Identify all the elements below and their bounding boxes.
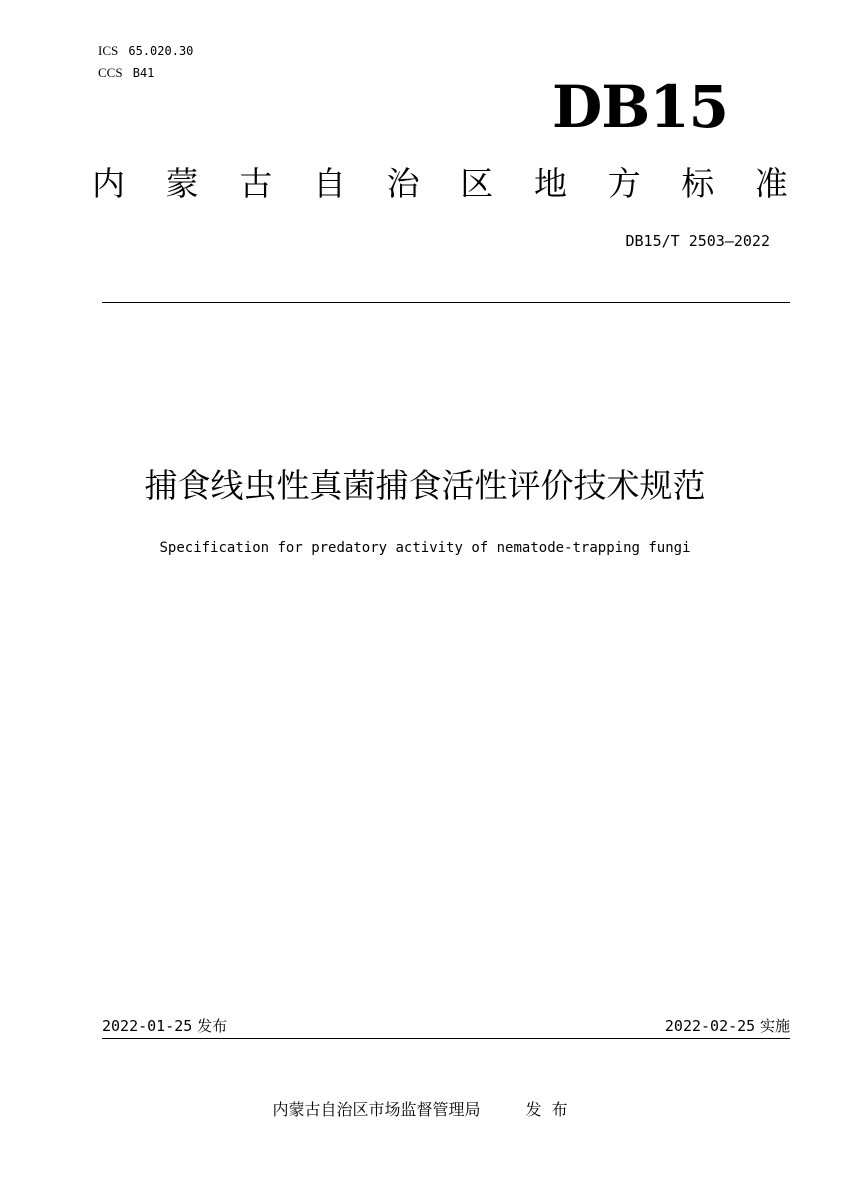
standard-code-logo: DB15 — [552, 73, 729, 141]
standard-type-char: 内 — [92, 164, 125, 203]
ccs-label: CCS — [98, 65, 123, 80]
standard-type-char: 蒙 — [165, 164, 199, 203]
standard-number: DB15/T 2503—2022 — [625, 232, 770, 250]
effective-date: 2022-02-25 — [664, 1017, 756, 1035]
classification-codes — [98, 40, 193, 84]
publish-date: 2022-01-25 — [102, 1017, 193, 1035]
publish-date-line — [102, 1015, 227, 1037]
effective-label: 实施 — [759, 1017, 790, 1035]
footer-divider — [102, 1038, 790, 1039]
ics-value: 65.020.30 — [128, 44, 194, 58]
issuer-name: 内蒙古自治区市场监督管理局 — [272, 1100, 481, 1119]
effective-date-line — [665, 1015, 790, 1037]
document-title: 捕食线虫性真菌捕食活性评价技术规范 — [144, 466, 706, 505]
ics-row — [98, 40, 193, 62]
standard-type-char: 标 — [681, 164, 715, 203]
standard-type-char: 自 — [312, 164, 346, 203]
ccs-value: B41 — [132, 66, 155, 80]
standard-type-heading — [92, 160, 788, 208]
standard-type-char: 地 — [533, 164, 567, 203]
publish-label: 发布 — [197, 1017, 228, 1035]
standard-type-char: 治 — [386, 164, 420, 203]
issuer-line — [0, 1098, 850, 1122]
standard-type-char: 准 — [754, 164, 788, 203]
ics-label: ICS — [98, 43, 119, 58]
ccs-row — [98, 62, 193, 84]
document-subtitle: Specification for predatory activity of nematode-trapping fungi — [159, 540, 691, 556]
header-divider — [102, 302, 790, 303]
standard-type-char: 方 — [607, 164, 641, 203]
standard-type-char: 古 — [239, 164, 273, 203]
standard-type-char: 区 — [460, 164, 494, 203]
issuer-release-label: 发布 — [525, 1100, 578, 1119]
